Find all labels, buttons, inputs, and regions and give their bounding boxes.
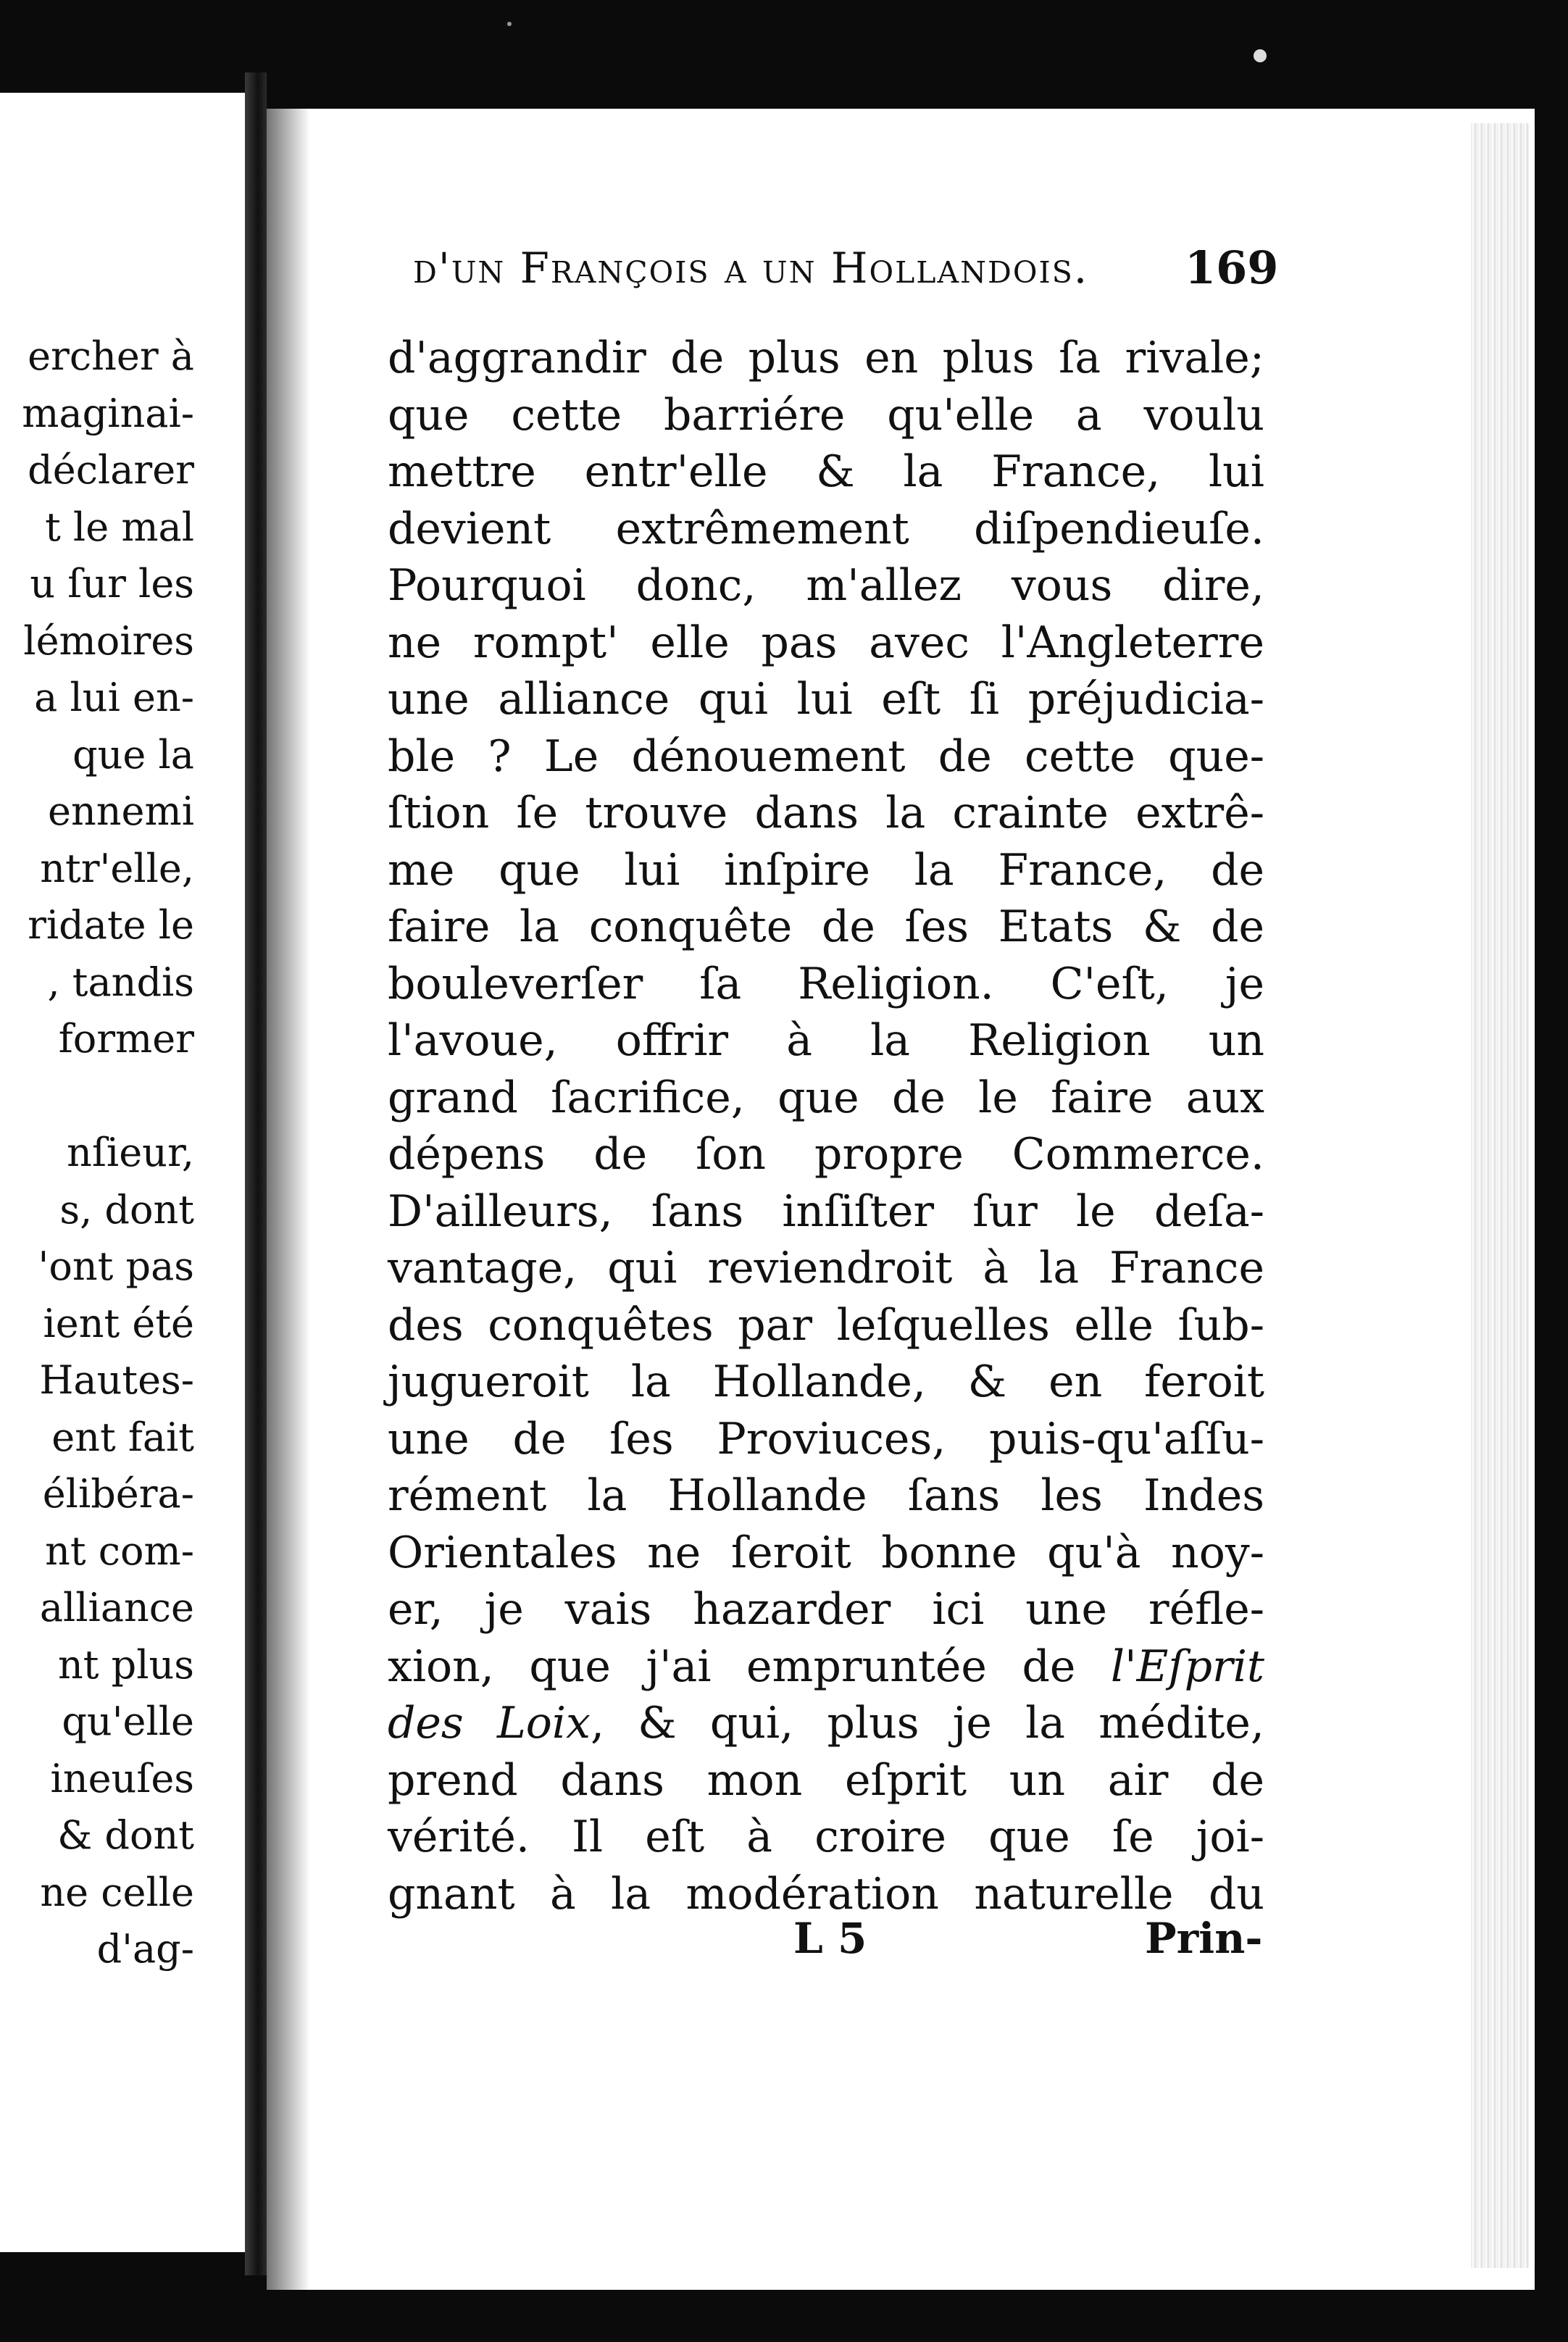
left-page-line: 'ont pas	[38, 1243, 194, 1289]
left-page-line: ient été	[43, 1300, 194, 1346]
left-page-line: nt plus	[58, 1641, 194, 1688]
text-fragment: , & qui, plus je la médite,	[590, 1698, 1264, 1749]
running-head-title: d'un François a un Hollandois.	[413, 243, 1089, 293]
italic-book-title: l'Eſprit	[1110, 1641, 1265, 1692]
left-facing-page	[0, 93, 245, 2252]
text-line: des conquêtes par leſquelles elle ſub-	[388, 1299, 1264, 1351]
left-page-line: , tandis	[47, 959, 194, 1005]
left-page-line: nt com-	[45, 1528, 194, 1574]
italic-book-title: des Loix	[388, 1698, 591, 1749]
left-page-line: & dont	[57, 1812, 194, 1858]
signature-mark: L 5	[793, 1914, 867, 1963]
text-line: gnant à la modération naturelle du	[388, 1868, 1264, 1920]
text-line	[388, 1695, 1264, 1752]
text-line: devient extrêmement diſpendieuſe.	[388, 503, 1264, 554]
page-number: 169	[1185, 241, 1279, 294]
left-page-line: ntr'elle,	[40, 845, 194, 891]
page-edges	[1471, 123, 1529, 2268]
text-line: ble ? Le dénouement de cette que-	[388, 730, 1264, 782]
text-line: vantage, qui reviendroit à la France	[388, 1243, 1264, 1293]
text-line: que cette barriére qu'elle a voulu	[388, 389, 1264, 441]
text-line: Orientales ne ſeroit bonne qu'à noy-	[388, 1527, 1264, 1578]
text-line: jugueroit la Hollande, & en feroit	[388, 1357, 1264, 1407]
left-page-line: former	[58, 1016, 194, 1062]
catchword: Prin-	[1145, 1914, 1263, 1963]
left-page-line: nſieur,	[67, 1130, 194, 1175]
text-line: l'avoue, offrir à la Religion un	[388, 1015, 1264, 1066]
text-line: d'aggrandir de plus en plus ſa rivale;	[388, 333, 1264, 383]
left-page-line: ent fait	[51, 1414, 194, 1460]
left-page-line: ercher à	[28, 333, 194, 379]
left-page-line: a lui en-	[34, 675, 194, 720]
left-page-text	[22, 328, 245, 1978]
left-page-line: qu'elle	[62, 1699, 194, 1744]
left-page-line: s, dont	[59, 1186, 194, 1233]
left-page-line: u ſur les	[30, 561, 194, 607]
text-line: une de ſes Proviuces, puis-qu'aſſu-	[388, 1413, 1264, 1464]
text-line: mettre entr'elle & la France, lui	[388, 446, 1264, 497]
text-line: rément la Hollande ſans les Indes	[388, 1470, 1264, 1521]
text-line: ſtion ſe trouve dans la crainte extrê-	[388, 788, 1264, 838]
text-line: dépens de ſon propre Commerce.	[388, 1129, 1264, 1180]
left-page-blank-line	[22, 1068, 245, 1125]
left-page-line: élibéra-	[42, 1471, 194, 1517]
left-page-line: lémoires	[23, 617, 194, 664]
text-fragment: xion, que j'ai empruntée de	[388, 1641, 1076, 1692]
dust-speck	[507, 22, 512, 26]
left-page-line: ennemi	[48, 788, 194, 834]
text-line: Pourquoi donc, m'allez vous dire,	[388, 560, 1264, 611]
text-line: vérité. Il eſt à croire que ſe joi-	[388, 1812, 1264, 1862]
book-gutter	[245, 72, 267, 2275]
left-page-line: que la	[72, 731, 194, 778]
text-line: me que lui inſpire la France, de	[388, 844, 1264, 896]
text-line: grand ſacrifice, que de le faire aux	[388, 1072, 1264, 1123]
text-line: faire la conquête de ſes Etats & de	[388, 901, 1264, 952]
left-page-line: ineuſes	[50, 1755, 194, 1801]
text-line: bouleverſer ſa Religion. C'eſt, je	[388, 958, 1264, 1009]
left-page-line: ridate le	[28, 902, 194, 948]
text-line: une alliance qui lui eſt ſi préjudicia-	[388, 674, 1264, 725]
text-line: er, je vais hazarder ici une réfle-	[388, 1584, 1264, 1635]
left-page-line: t le mal	[45, 504, 194, 550]
text-line: D'ailleurs, ſans inſiſter ſur le deſa-	[388, 1185, 1264, 1237]
body-text	[388, 330, 1264, 1922]
text-line	[388, 1638, 1264, 1696]
left-page-line: ne celle	[40, 1869, 194, 1915]
running-head	[413, 239, 1261, 297]
left-page-line: alliance	[39, 1585, 194, 1630]
left-page-line: déclarer	[28, 447, 194, 493]
left-page-line: d'ag-	[96, 1926, 194, 1972]
dust-speck	[1254, 49, 1267, 62]
text-line: prend dans mon eſprit un air de	[388, 1754, 1264, 1806]
left-page-line: maginai-	[22, 390, 194, 436]
text-line: ne rompt' elle pas avec l'Angleterre	[388, 617, 1264, 668]
left-page-line: Hautes-	[39, 1357, 194, 1403]
